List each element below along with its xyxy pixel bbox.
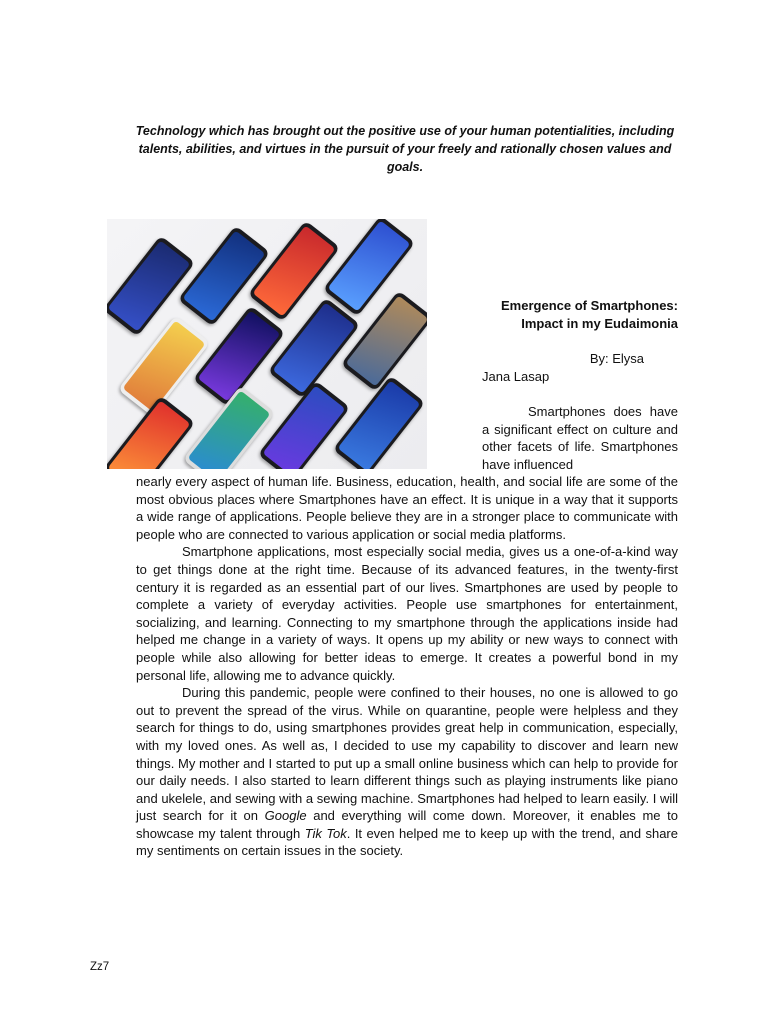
paragraph-3 (136, 684, 678, 860)
page-footer-label: Zz7 (90, 961, 110, 973)
paragraph-3-text: and everything will come down. Moreover, it enables me to showcase my talent through (136, 808, 678, 841)
assignment-prompt: Technology which has brought out the positive use of your human potentialities, including talents, abilities, and virtues in the pursuit of your freely and rationally chosen values and goals. (135, 124, 675, 174)
paragraph-3-text: During this pandemic, people were confined to their houses, no one is allowed to go out to prevent the spread of the virus. While on quarantine, people were helpless and they search for things to do, using smartphones provides great help in communication, especially, with my loved ones. As well as, I decided to use my capability to discover and learn new things. My mother and I started to put up a small online business which can help to provide for our daily needs. I also started to learn different things such as playing instruments like piano and ukelele, and sewing with a sewing machine. Smartphones had helped to learn easily. I will just search for it on (136, 685, 678, 824)
byline (482, 350, 678, 386)
author-name: Jana Lasap (482, 369, 550, 384)
phone-image (258, 380, 351, 469)
smartphones-photo (107, 219, 427, 469)
essay-body (136, 473, 678, 860)
google-mention: Google (264, 808, 307, 824)
phone-image (333, 375, 426, 469)
phone-image (107, 395, 195, 469)
intro-text: Smartphones does have a significant effect on culture and other facets of life. Smartphones have influenced (482, 404, 678, 472)
intro-paragraph-start (482, 403, 678, 473)
paragraph-3-text: . It even helped me to keep up with the trend, and share my sentiments on certain issues in the society. (136, 825, 678, 859)
byline-by: By: Elysa (589, 351, 644, 366)
tiktok-mention: Tik Tok (304, 825, 347, 841)
intro-paragraph-continued: nearly every aspect of human life. Business, education, health, and social life are some of the most obvious places where Smartphones have an effect. It is unique in a way that it supports a wide range of applications. People believe they are in a stronger place to communicate with people who are connected to various application or social media platforms. (136, 474, 678, 542)
essay-title: Emergence of Smartphones: Impact in my Eudaimonia (501, 298, 678, 331)
paragraph-2: Smartphone applications, most especially social media, gives us a one-of-a-kind way to get things done at the right time. Because of its advanced features, in the twenty-first century it is regarded as an essential part of our lives. Smartphones are used by people to complete a variety of everyday activities. People use smartphones for entertainment, socializing, and learning. Connecting to my smartphone through the applications inside had helped me change in a variety of ways. It opens up my ability or new ways to connect with people while also allowing for better ideas to emerge. It creates a powerful bond in my personal life, allowing me to advance quickly. (136, 544, 678, 683)
